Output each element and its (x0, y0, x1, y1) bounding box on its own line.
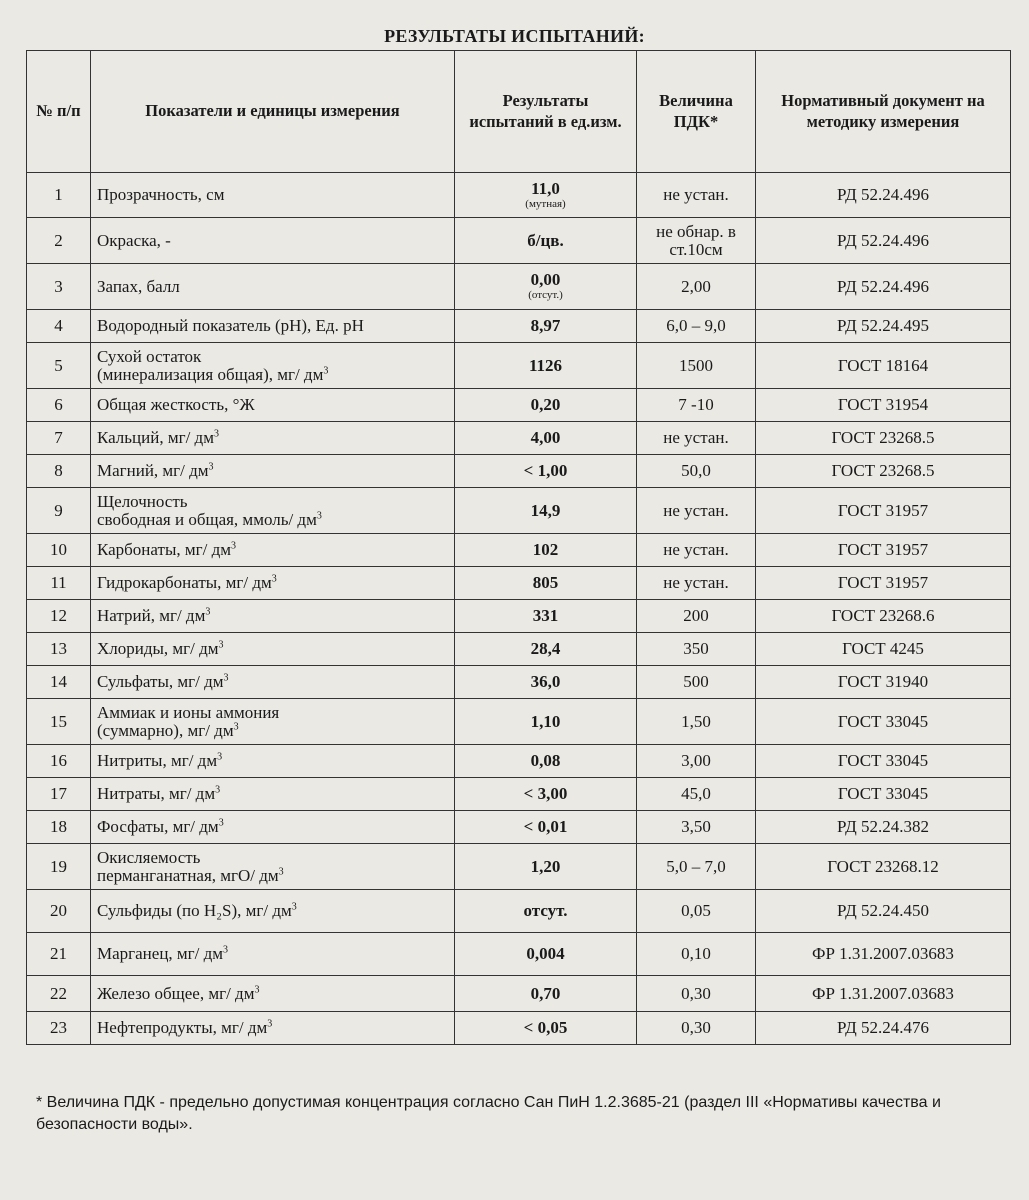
result-value: 1,20 (530, 856, 561, 876)
table-row (27, 666, 1011, 699)
method-document: РД 52.24.476 (756, 1012, 1011, 1045)
result-value: отсут. (523, 901, 568, 921)
table-row (27, 976, 1011, 1012)
indicator-cell (91, 976, 455, 1012)
indicator-label: Железо общее, мг/ дм (97, 983, 255, 1003)
result-cell (455, 699, 637, 745)
unit-superscript: 3 (213, 428, 219, 440)
pdk-value: не устан. (637, 488, 756, 534)
document-title: РЕЗУЛЬТАТЫ ИСПЫТАНИЙ: (384, 26, 645, 46)
result-cell (455, 264, 637, 310)
result-cell (455, 633, 637, 666)
result-value: б/цв. (527, 230, 564, 250)
indicator-cell (91, 666, 455, 699)
table-row (27, 310, 1011, 343)
table-row (27, 534, 1011, 567)
result-value: 36,0 (530, 672, 561, 692)
unit-superscript: 3 (267, 1018, 273, 1030)
result-value: 0,00 (530, 270, 561, 290)
table-header-row (27, 51, 1011, 173)
indicator-cell (91, 218, 455, 264)
table-row (27, 264, 1011, 310)
result-value: 8,97 (530, 316, 561, 336)
indicator-label: Натрий, мг/ дм (97, 606, 206, 626)
method-document: ГОСТ 23268.5 (756, 455, 1011, 488)
result-cell (455, 745, 637, 778)
indicator-label: Хлориды, мг/ дм (97, 639, 219, 659)
table-row (27, 455, 1011, 488)
table-row (27, 778, 1011, 811)
result-value: < 3,00 (523, 784, 568, 804)
unit-superscript: 3 (254, 983, 260, 995)
pdk-value: 0,30 (637, 1012, 756, 1045)
table-row (27, 422, 1011, 455)
table-row (27, 844, 1011, 890)
unit-superscript: 3 (271, 573, 277, 585)
unit-superscript: 3 (217, 751, 223, 763)
method-document: ГОСТ 31954 (756, 389, 1011, 422)
pdk-value: 500 (637, 666, 756, 699)
pdk-value: 5,0 – 7,0 (637, 844, 756, 890)
table-row (27, 600, 1011, 633)
pdk-value: не устан. (637, 422, 756, 455)
result-value: 331 (532, 606, 559, 626)
result-cell (455, 778, 637, 811)
indicator-cell (91, 844, 455, 890)
indicator-cell (91, 567, 455, 600)
row-number: 3 (27, 264, 91, 310)
result-value: 4,00 (530, 428, 561, 448)
indicator-cell (91, 600, 455, 633)
indicator-cell (91, 933, 455, 976)
indicator-cell (91, 389, 455, 422)
result-cell (455, 976, 637, 1012)
pdk-value: 1500 (637, 343, 756, 389)
result-value: 0,70 (530, 983, 561, 1003)
result-value: 11,0 (531, 178, 560, 198)
row-number: 12 (27, 600, 91, 633)
indicator-cell (91, 699, 455, 745)
unit-superscript: 3 (316, 509, 322, 521)
unit-superscript: 3 (205, 606, 211, 618)
indicator-label: Марганец, мг/ дм (97, 944, 224, 964)
indicator-label: Фосфаты, мг/ дм (97, 817, 219, 837)
row-number: 1 (27, 173, 91, 218)
result-cell (455, 218, 637, 264)
row-number: 23 (27, 1012, 91, 1045)
indicator-cell (91, 778, 455, 811)
pdk-value: 0,05 (637, 890, 756, 933)
header-num: № п/п (27, 51, 91, 173)
pdk-value: не устан. (637, 567, 756, 600)
pdk-value: 0,30 (637, 976, 756, 1012)
results-table (26, 50, 1011, 1045)
pdk-value: 1,50 (637, 699, 756, 745)
row-number: 9 (27, 488, 91, 534)
indicator-label: Щелочность свободная и общая, ммоль/ дм (97, 491, 317, 529)
row-number: 20 (27, 890, 91, 933)
row-number: 2 (27, 218, 91, 264)
unit-superscript: 3 (278, 865, 284, 877)
indicator-label: Карбонаты, мг/ дм (97, 540, 231, 560)
row-number: 8 (27, 455, 91, 488)
indicator-label: Кальций, мг/ дм (97, 428, 214, 448)
result-cell (455, 844, 637, 890)
unit-superscript: 3 (230, 540, 236, 552)
table-body (27, 173, 1011, 1045)
unit-superscript: 3 (208, 461, 214, 473)
method-document: ФР 1.31.2007.03683 (756, 976, 1011, 1012)
row-number: 21 (27, 933, 91, 976)
result-value: 14,9 (530, 500, 561, 520)
row-number: 16 (27, 745, 91, 778)
indicator-label: Сульфаты, мг/ дм (97, 672, 224, 692)
indicator-cell (91, 173, 455, 218)
table-row (27, 567, 1011, 600)
indicator-label: Нитраты, мг/ дм (97, 784, 216, 804)
pdk-value: 200 (637, 600, 756, 633)
row-number: 17 (27, 778, 91, 811)
row-number: 13 (27, 633, 91, 666)
result-value: 102 (532, 540, 559, 560)
table-row (27, 488, 1011, 534)
pdk-value: 0,10 (637, 933, 756, 976)
method-document: РД 52.24.496 (756, 173, 1011, 218)
method-document: ГОСТ 31940 (756, 666, 1011, 699)
table-row (27, 1012, 1011, 1045)
result-cell (455, 666, 637, 699)
row-number: 14 (27, 666, 91, 699)
indicator-cell (91, 1012, 455, 1045)
result-value: 1,10 (530, 711, 561, 731)
method-document: РД 52.24.495 (756, 310, 1011, 343)
result-cell (455, 933, 637, 976)
method-document: ФР 1.31.2007.03683 (756, 933, 1011, 976)
row-number: 6 (27, 389, 91, 422)
result-value: 0,08 (530, 751, 561, 771)
table-row (27, 890, 1011, 933)
pdk-value: 2,00 (637, 264, 756, 310)
indicator-cell (91, 488, 455, 534)
result-cell (455, 389, 637, 422)
unit-superscript: 3 (223, 672, 229, 684)
indicator-cell (91, 745, 455, 778)
method-document: ГОСТ 31957 (756, 567, 1011, 600)
result-value: 805 (532, 573, 559, 593)
indicator-label: Прозрачность, см (97, 185, 225, 205)
table-row (27, 933, 1011, 976)
method-document: ГОСТ 4245 (756, 633, 1011, 666)
row-number: 10 (27, 534, 91, 567)
indicator-label: Окраска, - (97, 230, 171, 250)
result-cell (455, 890, 637, 933)
indicator-label: Сухой остаток (минерализация общая), мг/ дм (97, 346, 324, 384)
method-document: ГОСТ 23268.6 (756, 600, 1011, 633)
header-doc: Нормативный документ на методику измерения (756, 51, 1011, 173)
method-document: ГОСТ 31957 (756, 488, 1011, 534)
result-cell (455, 173, 637, 218)
pdk-value: 3,50 (637, 811, 756, 844)
result-value: < 0,01 (523, 817, 568, 837)
pdk-value: не устан. (637, 173, 756, 218)
row-number: 4 (27, 310, 91, 343)
result-cell (455, 488, 637, 534)
indicator-cell (91, 811, 455, 844)
unit-superscript: 3 (215, 784, 221, 796)
method-document: РД 52.24.450 (756, 890, 1011, 933)
row-number: 5 (27, 343, 91, 389)
method-document: РД 52.24.496 (756, 264, 1011, 310)
indicator-cell (91, 422, 455, 455)
result-value: < 1,00 (523, 461, 568, 481)
indicator-label: Магний, мг/ дм (97, 461, 209, 481)
table-row (27, 811, 1011, 844)
row-number: 22 (27, 976, 91, 1012)
unit-superscript: 3 (291, 901, 297, 913)
row-number: 15 (27, 699, 91, 745)
indicator-label: Водородный показатель (рН), Ед. рН (97, 316, 364, 336)
indicator-label: Гидрокарбонаты, мг/ дм (97, 573, 272, 593)
method-document: ГОСТ 23268.5 (756, 422, 1011, 455)
pdk-value: не устан. (637, 534, 756, 567)
method-document: ГОСТ 23268.12 (756, 844, 1011, 890)
result-note: (отсут.) (528, 289, 563, 302)
method-document: ГОСТ 33045 (756, 778, 1011, 811)
method-document: ГОСТ 18164 (756, 343, 1011, 389)
indicator-label: Нитриты, мг/ дм (97, 751, 218, 771)
result-cell (455, 343, 637, 389)
result-cell (455, 600, 637, 633)
row-number: 18 (27, 811, 91, 844)
result-value: 28,4 (530, 639, 561, 659)
table-row (27, 633, 1011, 666)
table-row (27, 745, 1011, 778)
table-row (27, 389, 1011, 422)
table-row (27, 699, 1011, 745)
result-value: 1126 (528, 355, 563, 375)
indicator-label: Окисляемость перманганатная, мгО/ дм (97, 847, 279, 885)
result-value: 0,004 (526, 944, 565, 964)
table-row (27, 173, 1011, 218)
indicator-label: Сульфиды (по H₂S), мг/ дм (97, 901, 292, 921)
row-number: 19 (27, 844, 91, 890)
header-indicator: Показатели и единицы измерения (91, 51, 455, 173)
indicator-cell (91, 890, 455, 933)
unit-superscript: 3 (223, 944, 229, 956)
pdk-value: 7 -10 (637, 389, 756, 422)
method-document: РД 52.24.382 (756, 811, 1011, 844)
table-row (27, 343, 1011, 389)
pdk-value: 6,0 – 9,0 (637, 310, 756, 343)
indicator-label: Аммиак и ионы аммония (суммарно), мг/ дм (97, 702, 280, 740)
indicator-cell (91, 455, 455, 488)
unit-superscript: 3 (233, 720, 239, 732)
result-note: (мутная) (525, 197, 566, 210)
result-cell (455, 567, 637, 600)
result-cell (455, 310, 637, 343)
unit-superscript: 3 (323, 364, 329, 376)
result-cell (455, 1012, 637, 1045)
pdk-value: 3,00 (637, 745, 756, 778)
unit-superscript: 3 (218, 639, 224, 651)
pdk-value: 45,0 (637, 778, 756, 811)
result-cell (455, 422, 637, 455)
footnote: * Величина ПДК - предельно допустимая концентрация согласно Сан ПиН 1.2.3685-21 (раздел III «Нормативы качества и безопасности воды». (36, 1094, 941, 1134)
result-cell (455, 534, 637, 567)
result-value: 0,20 (530, 395, 561, 415)
pdk-value: не обнар. в ст.10см (637, 218, 756, 264)
indicator-label: Нефтепродукты, мг/ дм (97, 1018, 268, 1038)
indicator-cell (91, 633, 455, 666)
header-pdk: Величина ПДК* (637, 51, 756, 173)
table-row (27, 218, 1011, 264)
indicator-cell (91, 310, 455, 343)
unit-superscript: 3 (218, 817, 224, 829)
result-cell (455, 811, 637, 844)
indicator-cell (91, 264, 455, 310)
result-cell (455, 455, 637, 488)
result-value: < 0,05 (523, 1018, 568, 1038)
header-result: Результаты испытаний в ед.изм. (455, 51, 637, 173)
indicator-label: Запах, балл (97, 276, 180, 296)
method-document: РД 52.24.496 (756, 218, 1011, 264)
indicator-label: Общая жесткость, °Ж (97, 395, 255, 415)
indicator-cell (91, 343, 455, 389)
method-document: ГОСТ 33045 (756, 745, 1011, 778)
row-number: 7 (27, 422, 91, 455)
method-document: ГОСТ 31957 (756, 534, 1011, 567)
row-number: 11 (27, 567, 91, 600)
method-document: ГОСТ 33045 (756, 699, 1011, 745)
indicator-cell (91, 534, 455, 567)
pdk-value: 50,0 (637, 455, 756, 488)
pdk-value: 350 (637, 633, 756, 666)
